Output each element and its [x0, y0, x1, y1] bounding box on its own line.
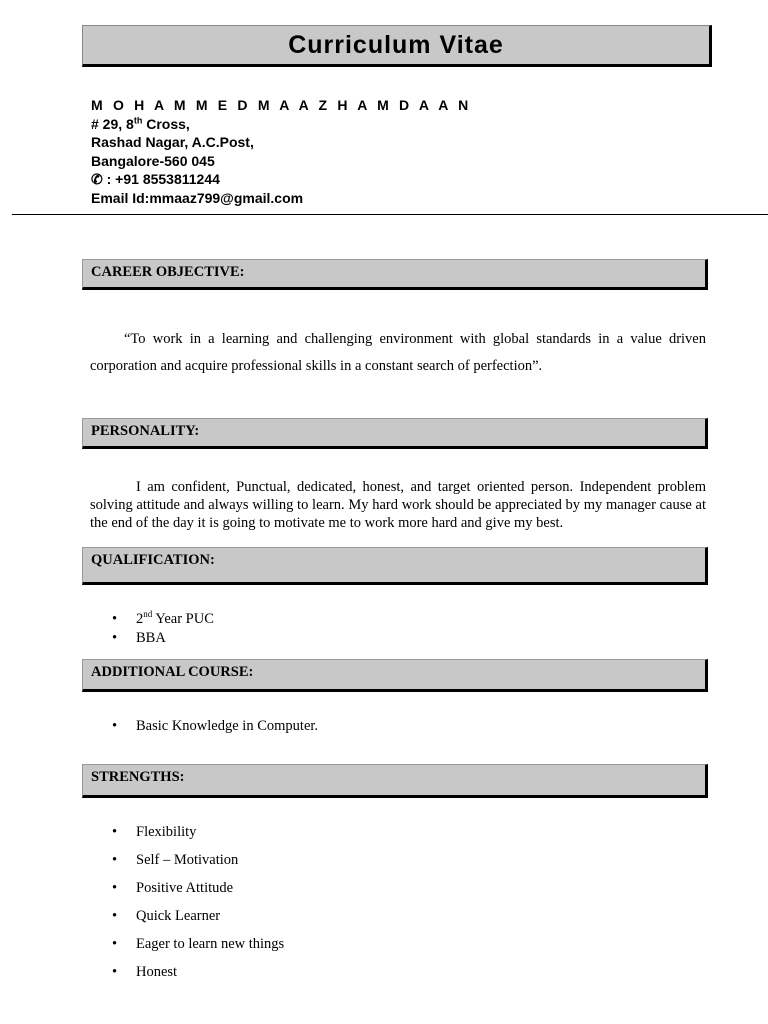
qualification-list: [0, 610, 214, 648]
phone-icon: ✆: [91, 171, 103, 188]
strength-item-text: Flexibility: [136, 824, 197, 840]
qualification-item-sup: nd: [143, 609, 153, 620]
list-item: [0, 818, 284, 846]
bullet-icon: •: [112, 611, 118, 627]
strength-item-text: Honest: [136, 964, 178, 980]
phone-line: [91, 170, 471, 189]
list-item: [0, 629, 214, 648]
qualification-item-rest: Year PUC: [152, 611, 214, 627]
career-objective-body: “To work in a learning and challenging environment with global standards in a value driven corporation and acquire professional skills in a constant search of perfection”.: [90, 331, 706, 374]
applicant-name: M O H A M M E D M A A Z H A M D A A N: [91, 97, 472, 113]
address-line-1: [91, 115, 471, 134]
strengths-list: [0, 818, 284, 986]
qualification-heading: QUALIFICATION:: [82, 547, 708, 585]
list-item: [0, 958, 284, 986]
strengths-heading: STRENGTHS:: [82, 764, 708, 798]
bullet-icon: •: [112, 964, 118, 980]
personality-text: [90, 478, 706, 532]
bullet-icon: •: [112, 880, 118, 896]
bullet-icon: •: [112, 936, 118, 952]
list-item: [0, 874, 284, 902]
list-item: [0, 930, 284, 958]
address-line-1-sup: th: [133, 114, 143, 125]
bullet-icon: •: [112, 852, 118, 868]
address-line-3: Bangalore-560 045: [91, 152, 215, 169]
strength-item-text: Eager to learn new things: [136, 936, 285, 952]
bullet-icon: •: [112, 824, 118, 840]
contact-block: [91, 96, 471, 208]
additional-course-heading: ADDITIONAL COURSE:: [82, 659, 708, 692]
strength-item-text: Quick Learner: [136, 908, 221, 924]
address-line-1-text: # 29, 8: [91, 115, 134, 132]
header-divider: [12, 214, 768, 215]
list-item: [0, 902, 284, 930]
phone-number: : +91 8553811244: [102, 171, 220, 188]
address-line-2: Rashad Nagar, A.C.Post,: [91, 134, 254, 151]
qualification-item-text: BBA: [136, 630, 166, 646]
career-objective-heading: CAREER OBJECTIVE:: [82, 259, 708, 290]
list-item: [0, 718, 318, 735]
career-objective-text: [90, 326, 706, 380]
address-line-1-rest: Cross,: [142, 115, 190, 132]
strength-item-text: Positive Attitude: [136, 880, 234, 896]
email-line[interactable]: Email Id:mmaaz799@gmail.com: [91, 189, 304, 206]
bullet-icon: •: [112, 908, 118, 924]
strength-item-text: Self – Motivation: [136, 852, 239, 868]
bullet-icon: •: [112, 718, 118, 734]
list-item: [0, 610, 214, 629]
document-title: Curriculum Vitae: [82, 25, 712, 67]
personality-heading: PERSONALITY:: [82, 418, 708, 449]
course-item-text: Basic Knowledge in Computer.: [136, 718, 319, 734]
qualification-item-text: 2: [136, 611, 144, 627]
bullet-icon: •: [112, 630, 118, 646]
additional-course-list: [0, 718, 318, 735]
list-item: [0, 846, 284, 874]
personality-body: I am confident, Punctual, dedicated, honest, and target oriented person. Independent problem solving attitude and always willing to learn. My hard work should be appreciated by my manager cause at the end of the day it is going to motivate me to work more hard and give my best.: [90, 479, 706, 531]
